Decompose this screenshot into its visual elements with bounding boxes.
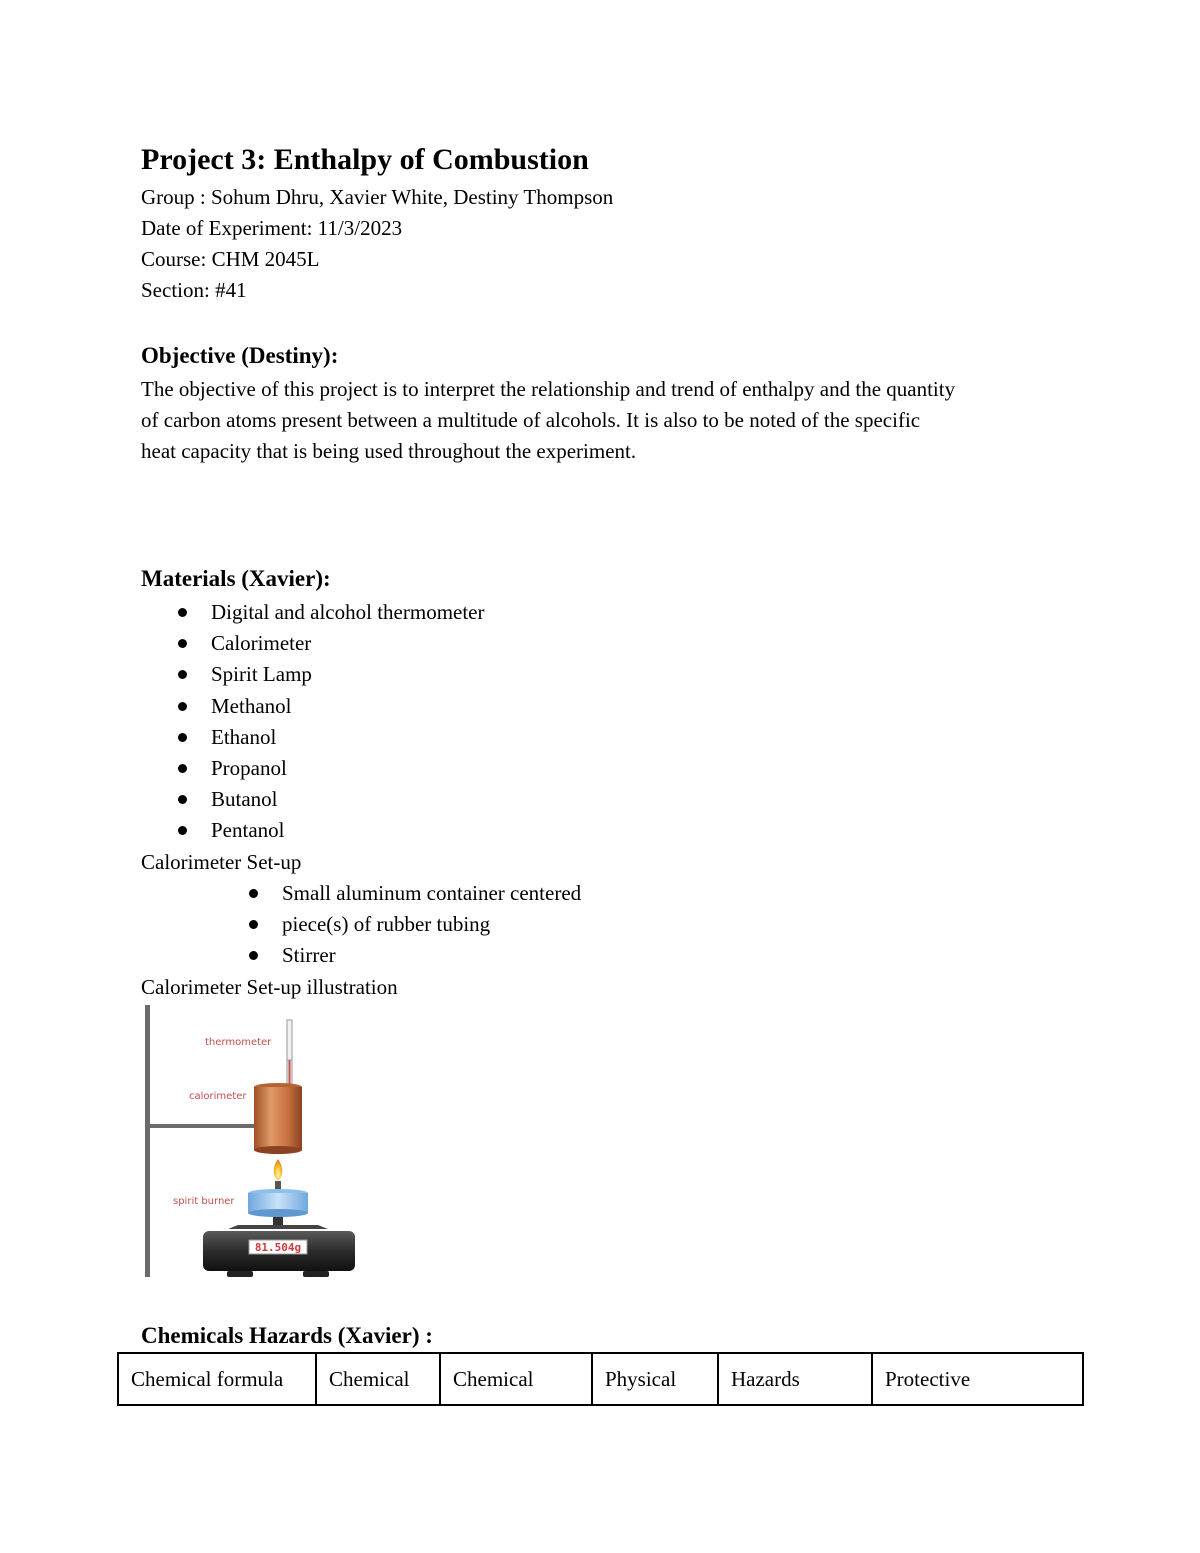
list-item: piece(s) of rubber tubing — [282, 909, 581, 940]
table-header-cell: Hazards — [718, 1353, 872, 1405]
list-item: Spirit Lamp — [211, 659, 485, 690]
stand-rod — [145, 1005, 150, 1277]
bullet-icon — [178, 639, 187, 648]
list-item: Stirrer — [282, 940, 581, 971]
materials-heading: Materials (Xavier): — [141, 566, 331, 591]
table-header-cell: Chemical — [440, 1353, 592, 1405]
list-item: Methanol — [211, 691, 485, 722]
table-header-cell: Protective — [872, 1353, 1083, 1405]
objective-line: The objective of this project is to interpret the relationship and trend of enthalpy and the quantity — [141, 377, 956, 401]
list-item: Propanol — [211, 753, 485, 784]
burner-label: spirit burner — [173, 1196, 235, 1207]
list-item: Butanol — [211, 784, 485, 815]
bullet-icon — [249, 889, 258, 898]
table-row — [118, 1353, 1083, 1405]
list-item: Digital and alcohol thermometer — [211, 597, 485, 628]
table-header-cell: Chemical — [316, 1353, 440, 1405]
list-item: Pentanol — [211, 815, 485, 846]
list-item: Ethanol — [211, 722, 485, 753]
objective-line: heat capacity that is being used throughout the experiment. — [141, 439, 637, 463]
list-item: Calorimeter — [211, 628, 485, 659]
bullet-icon — [249, 920, 258, 929]
calorimeter-illustration — [143, 1005, 358, 1280]
bullet-icon — [178, 733, 187, 742]
bullet-icon — [249, 951, 258, 960]
report-meta — [141, 182, 613, 306]
objective-paragraph — [141, 374, 1071, 467]
hazards-table — [117, 1352, 1084, 1406]
setup-label: Calorimeter Set-up — [141, 850, 302, 874]
bullet-icon — [178, 702, 187, 711]
materials-list — [211, 597, 485, 847]
illustration-label: Calorimeter Set-up illustration — [141, 975, 398, 999]
table-header-cell: Physical — [592, 1353, 718, 1405]
hazards-heading: Chemicals Hazards (Xavier) : — [141, 1323, 433, 1348]
scale-reading: 81.504g — [254, 1241, 302, 1254]
group-line: Group : Sohum Dhru, Xavier White, Destiny Thompson — [141, 185, 614, 209]
objective-line: of carbon atoms present between a multitude of alcohols. It is also to be noted of the specific — [141, 408, 921, 432]
bullet-icon — [178, 608, 187, 617]
page-title: Project 3: Enthalpy of Combustion — [141, 143, 589, 176]
bullet-icon — [178, 795, 187, 804]
table-header-cell: Chemical formula — [118, 1353, 316, 1405]
bullet-icon — [178, 764, 187, 773]
calorimeter-label: calorimeter — [189, 1091, 247, 1102]
calorimeter-can — [254, 1087, 302, 1150]
date-line: Date of Experiment: 11/3/2023 — [141, 216, 403, 240]
bullet-icon — [178, 826, 187, 835]
stand-arm — [148, 1124, 256, 1128]
course-line: Course: CHM 2045L — [141, 247, 320, 271]
bullet-icon — [178, 670, 187, 679]
thermometer-label: thermometer — [205, 1037, 272, 1048]
flame-icon — [274, 1159, 282, 1181]
list-item: Small aluminum container centered — [282, 878, 581, 909]
section-line: Section: #41 — [141, 278, 247, 302]
objective-heading: Objective (Destiny): — [141, 343, 339, 368]
setup-list — [282, 878, 581, 972]
